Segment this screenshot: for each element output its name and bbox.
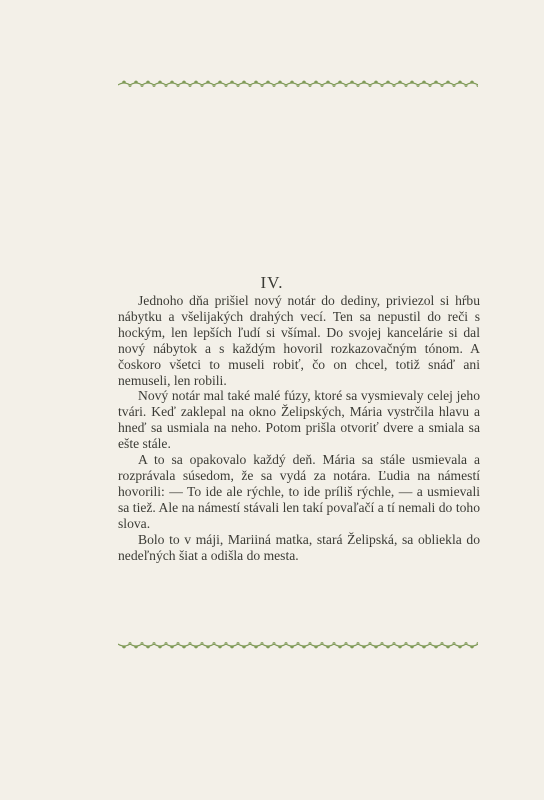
bottom-ornament-border [118, 641, 478, 651]
paragraph-3: A to sa opakovalo každý deň. Mária sa stále usmievala a rozprávala súsedom, že sa vydá za notára. Ľudia na námestí hovorili: — To ide ale rýchle, to ide príliš rýchle, — a usmievali sa tiež. Ale na námestí stávali len takí povaľačí a tí nemali do toho slova. [118, 452, 480, 531]
paragraph-1: Jednoho dňa prišiel nový notár do dediny, priviezol si hŕbu nábytku a všelijakých drahých vecí. Ten sa nepustil do reči s hockým, len lepších ľudí si všímal. Do svojej kancelárie si dal nový nábytok a s každým hovoril rozkazovačným tónom. A čoskoro všetci to museli robiť, čo on chcel, totiž snáď ani nemuseli, len robili. [118, 293, 480, 388]
body-text [118, 293, 480, 563]
chapter-heading: IV. [260, 273, 284, 292]
top-ornament-border [118, 78, 478, 88]
paragraph-4: Bolo to v máji, Mariiná matka, stará Želipská, sa obliekla do nedeľných šiat a odišla do mesta. [118, 531, 480, 563]
paragraph-2: Nový notár mal také malé fúzy, ktoré sa vysmievaly celej jeho tvári. Keď zaklepal na okno Želipských, Mária vystrčila hlavu a hneď sa usmiala na neho. Potom prišla otvoriť dvere a smiala sa ešte stále. [118, 388, 480, 452]
